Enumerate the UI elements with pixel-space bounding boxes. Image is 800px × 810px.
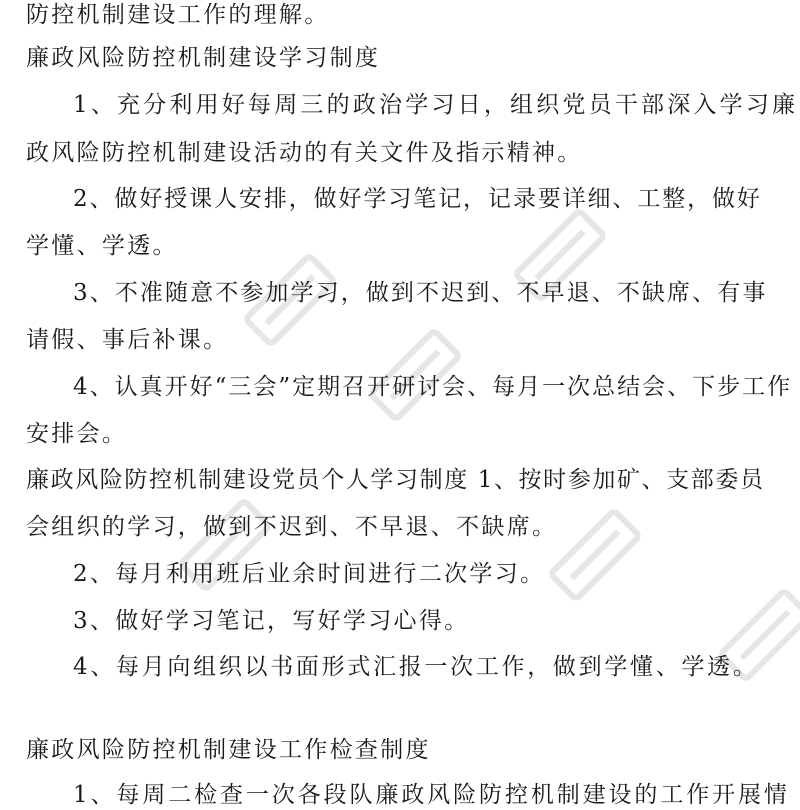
list-item-line: 4、认真开好“三会”定期召开研讨会、每月一次总结会、下步工作	[73, 374, 793, 400]
list-item-line: 3、不准随意不参加学习，做到不迟到、不早退、不缺席、有事	[73, 280, 768, 306]
watermark-icon	[520, 480, 670, 630]
list-item-line: 学懂、学透。	[26, 233, 178, 259]
watermark-icon	[690, 560, 800, 710]
list-item-line: 请假、事后补课。	[26, 327, 229, 353]
paragraph-line-continuation: 防控机制建设工作的理解。	[26, 2, 330, 28]
list-item-line: 2、做好授课人安排，做好学习笔记，记录要详细、工整，做好	[73, 186, 762, 212]
section-heading-inspection-system: 廉政风险防控机制建设工作检查制度	[26, 737, 431, 763]
list-item-line: 会组织的学习，做到不迟到、不早退、不缺席。	[26, 514, 558, 540]
list-item-line: 政风险防控机制建设活动的有关文件及指示精神。	[26, 140, 583, 166]
list-item-line: 2、每月利用班后业余时间进行二次学习。	[73, 561, 546, 587]
list-item-line: 3、做好学习笔记，写好学习心得。	[73, 608, 470, 634]
section-heading-study-system: 廉政风险防控机制建设学习制度	[26, 45, 381, 71]
list-item-line: 4、每月向组织以书面形式汇报一次工作，做到学懂、学透。	[73, 654, 759, 680]
list-item-line: 1、每周二检查一次各段队廉政风险防控机制建设的工作开展情	[73, 782, 790, 808]
list-item-line: 1、充分利用好每周三的政治学习日，组织党员干部深入学习廉	[73, 92, 799, 118]
list-item-line: 安排会。	[26, 421, 128, 447]
section-heading-personal-study: 廉政风险防控机制建设党员个人学习制度 1、按时参加矿、支部委员	[26, 467, 765, 493]
